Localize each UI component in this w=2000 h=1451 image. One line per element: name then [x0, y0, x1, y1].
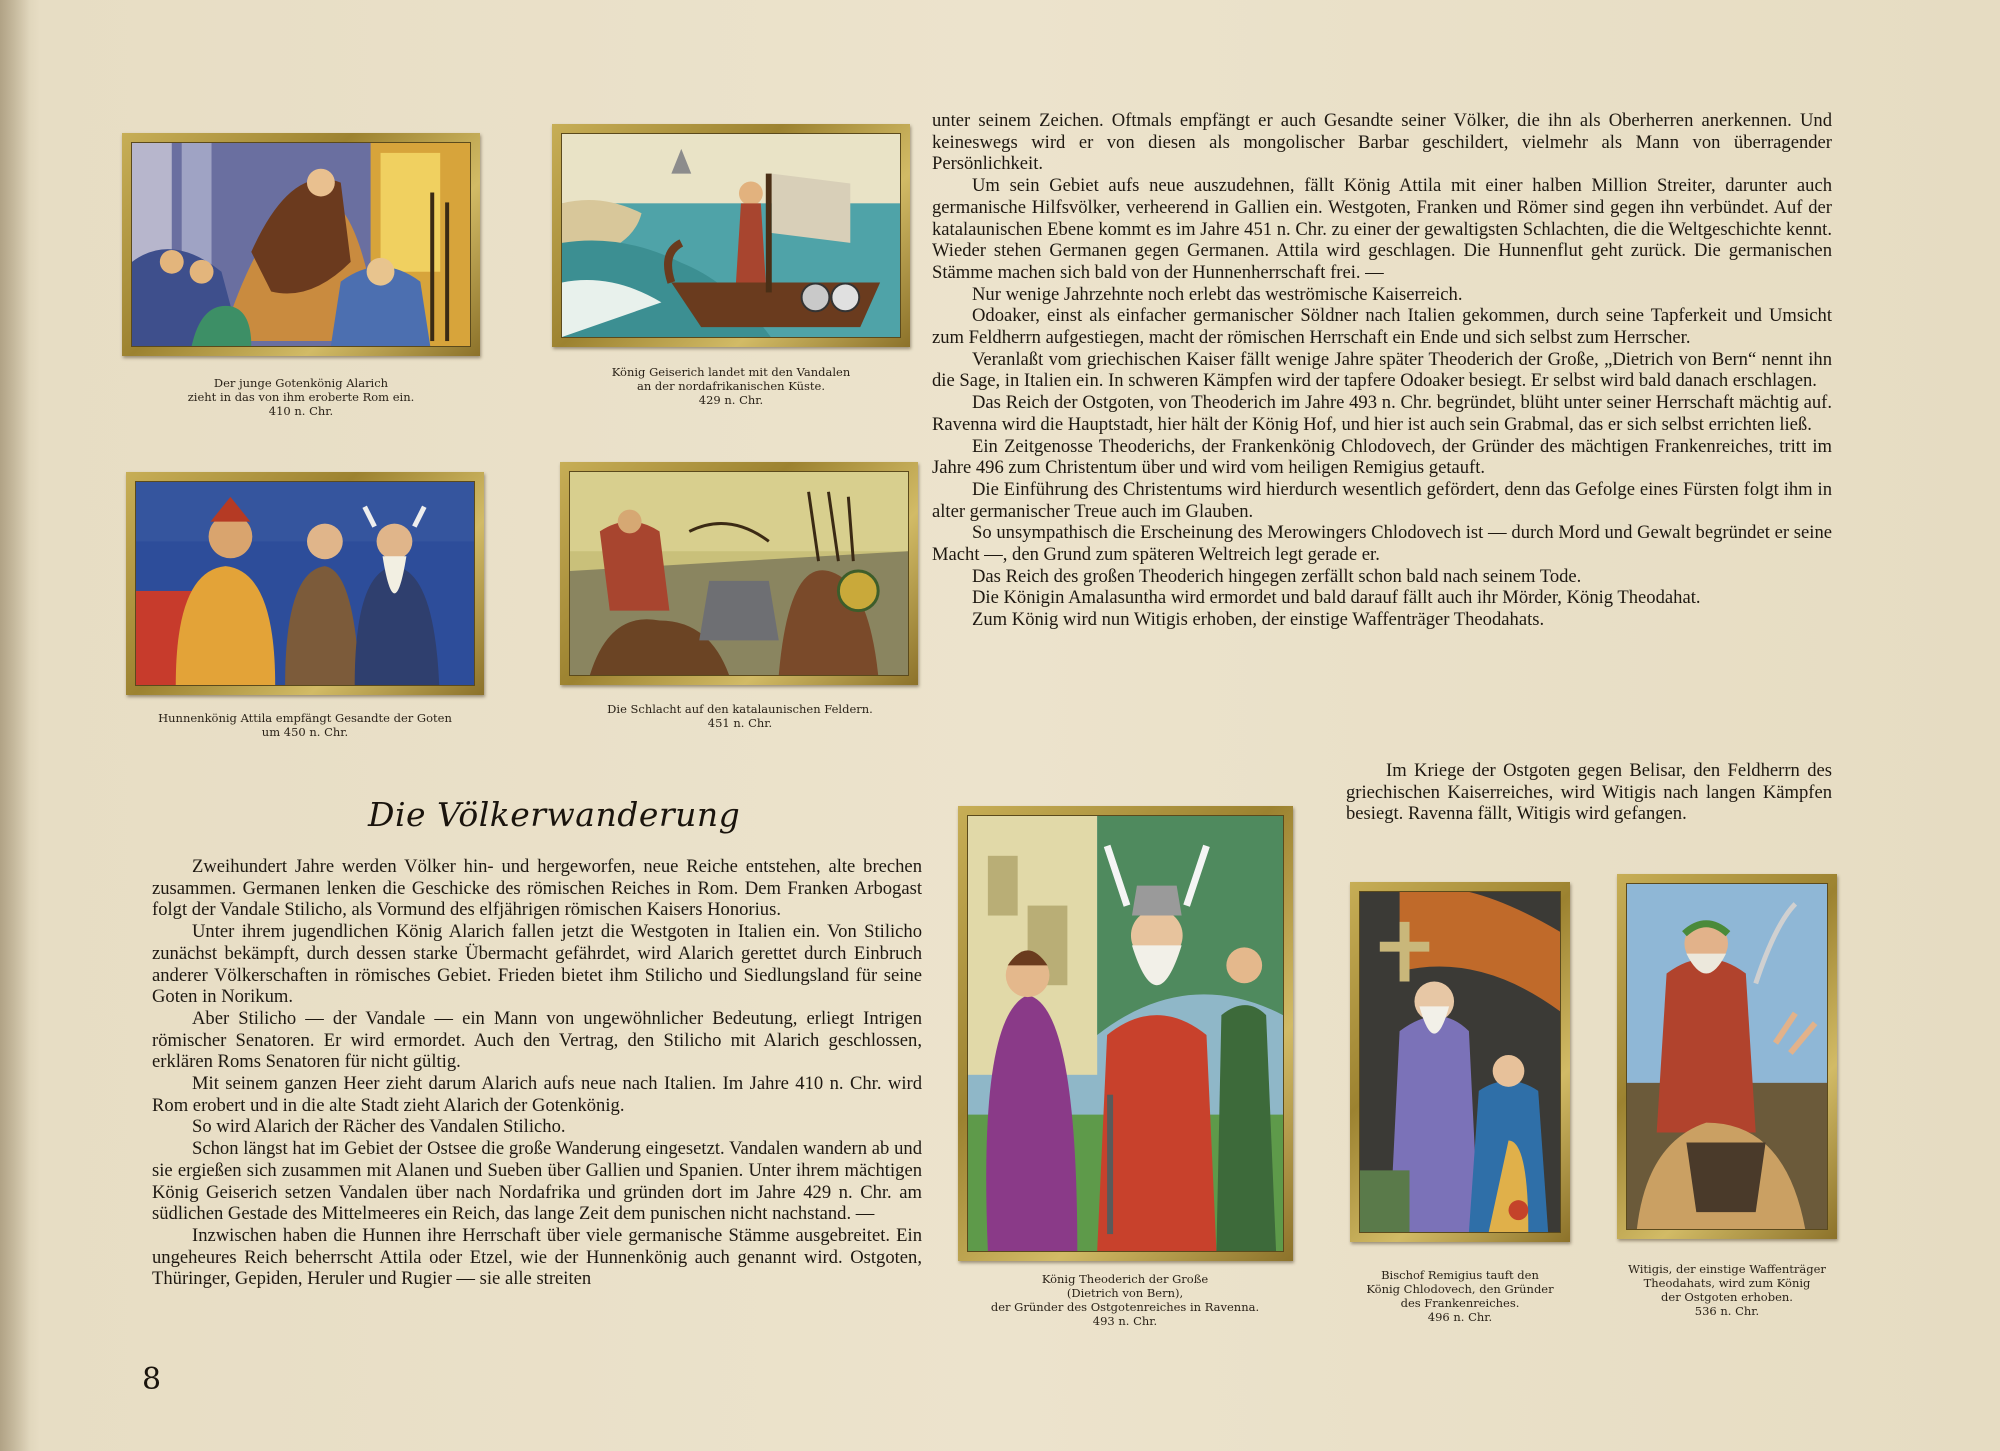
caption-line: an der nordafrikanischen Küste. — [637, 379, 825, 393]
caption-line: 493 n. Chr. — [1092, 1314, 1158, 1328]
card-theoderich — [958, 806, 1293, 1261]
caption-line: König Geiserich landet mit den Vandalen — [611, 365, 851, 379]
illustration-witigis — [1626, 883, 1828, 1230]
paragraph: Odoaker, einst als einfacher germanischer Söldner nach Italien gekommen, durch seine Tapferkeit und Umsicht zum Feldherrn aufgestiegen, macht der römischen Herrschaft ein Ende und sich selbst zum Herrscher. — [932, 305, 1832, 349]
caption-line: 496 n. Chr. — [1427, 1310, 1493, 1324]
chapter-heading: Die Völkerwanderung — [368, 795, 741, 834]
card-alarich — [122, 133, 480, 356]
illustration-attila — [135, 481, 475, 686]
paragraph: unter seinem Zeichen. Oftmals empfängt er auch Gesandte seiner Völker, die ihn als Oberherren anerkennen. Und keineswegs wird er von diesen als mongolischer Barbar geschildert, vielmehr als Mann von überragender Persönlichkeit. — [932, 110, 1832, 175]
caption-line: Hunnenkönig Attila empfängt Gesandte der Goten — [158, 711, 452, 725]
card-attila — [126, 472, 484, 695]
caption-schlacht — [585, 702, 895, 730]
caption-line: der Ostgoten erhoben. — [1661, 1290, 1793, 1304]
card-remigius — [1350, 882, 1570, 1242]
caption-line: Der junge Gotenkönig Alarich — [213, 376, 389, 390]
caption-line: Theodahats, wird zum König — [1643, 1276, 1811, 1290]
paragraph: Die Königin Amalasuntha wird ermordet und bald darauf fällt auch ihr Mörder, König Theodahat. — [972, 587, 1701, 609]
paragraph: Aber Stilicho — der Vandale — ein Mann von ungewöhnlicher Bedeutung, erliegt Intrigen römischer Senatoren. Er wird ermordet. Auch den Vertrag, den Stilicho mit Alarich geschlossen, erklären Roms Senatoren für nicht gültig. — [152, 1007, 922, 1073]
page-number: 8 — [142, 1362, 162, 1397]
illustration-remigius — [1359, 891, 1561, 1233]
caption-line: des Frankenreiches. — [1400, 1296, 1520, 1310]
illustration-alarich — [131, 142, 471, 347]
paragraph: Im Kriege der Ostgoten gegen Belisar, den Feldherrn des griechischen Kaiserreiches, wird Witigis nach langen Kämpfen besiegt. Ravenna fällt, Witigis wird gefangen. — [1346, 760, 1832, 825]
paragraph: Zweihundert Jahre werden Völker hin- und hergeworfen, neue Reiche entstehen, alte brechen zusammen. Germanen lenken die Geschicke des römischen Reiches in Rom. Dem Franken Arbogast folgt der Vandale Stilicho, als Vormund des elfjährigen römischen Kaisers Honorius. — [152, 856, 922, 921]
left-column-text — [152, 856, 922, 1290]
card-witigis — [1617, 874, 1837, 1239]
caption-line: 410 n. Chr. — [268, 404, 334, 418]
caption-line: (Dietrich von Bern), — [1066, 1286, 1184, 1300]
caption-witigis — [1612, 1262, 1842, 1318]
illustration-schlacht — [569, 471, 909, 676]
card-schlacht — [560, 462, 918, 685]
caption-line: Bischof Remigius tauft den — [1381, 1268, 1539, 1282]
paragraph: Inzwischen haben die Hunnen ihre Herrschaft über viele germanische Stämme ausgebreitet. Ein ungeheures Reich beherrscht Attila oder Etzel, wie der Hunnenkönig auch genannt wird. Ostgoten, Thüringer, Gepiden, Heruler und Rugier — sie alle streiten — [152, 1224, 922, 1290]
paragraph: Ein Zeitgenosse Theoderichs, der Frankenkönig Chlodovech, der Gründer des mächtigen Frankenreiches, tritt im Jahre 496 zum Christentum über und wird vom heiligen Remigius getauft. — [932, 435, 1832, 479]
caption-line: König Theoderich der Große — [1041, 1272, 1209, 1286]
paragraph: Zum König wird nun Witigis erhoben, der einstige Waffenträger Theodahats. — [972, 609, 1545, 631]
caption-line: Witigis, der einstige Waffenträger — [1628, 1262, 1826, 1276]
paragraph: So unsympathisch die Erscheinung des Merowingers Chlodovech ist — durch Mord und Gewalt begründet er seine Macht —, den Grund zum späteren Weltreich legt gerade er. — [932, 522, 1832, 566]
paragraph: Die Einführung des Christentums wird hierdurch wesentlich gefördert, denn das Gefolge eines Fürsten folgt ihm in alter germanischer Treue auch im Glauben. — [932, 478, 1832, 522]
caption-line: um 450 n. Chr. — [261, 725, 349, 739]
paragraph: Schon längst hat im Gebiet der Ostsee die große Wanderung eingesetzt. Vandalen wandern ab und sie ergießen sich zusammen mit Alanen und Sueben über Gallien und Spanien. Unter ihrem mächtigen König Geiserich setzen Vandalen über nach Nordafrika und gründen dort im Jahre 429 n. Chr. am südlichen Gestade des Mittelmeeres ein Reich, das lange Zeit dem punischen nicht nachstand. — — [152, 1138, 922, 1225]
paragraph: Mit seinem ganzen Heer zieht darum Alarich aufs neue nach Italien. Im Jahre 410 n. Chr. wird Rom erobert und in die alte Stadt zieht Alarich der Gotenkönig. — [152, 1073, 922, 1116]
caption-line: König Chlodovech, den Gründer — [1366, 1282, 1554, 1296]
caption-remigius — [1350, 1268, 1570, 1324]
paragraph: Um sein Gebiet aufs neue auszudehnen, fällt König Attila mit einer halben Million Streiter, darunter auch germanische Hilfsvölker, verheerend in Gallien ein. Westgoten, Franken und Römer sind gegen ihn verbündet. Auf der katalaunischen Ebene kommt es im Jahre 451 n. Chr. zu einer der gewaltigsten Schlachten, die die Weltgeschichte kennt. Wieder stehen Germanen gegen Germanen. Attila wird geschlagen. Die Hunnenflut geht zurück. Die germanischen Stämme machen sich bald von der Hunnenherrschaft frei. — — [932, 175, 1832, 283]
caption-alarich — [170, 376, 432, 418]
caption-geiserich — [600, 365, 862, 407]
caption-line: zieht in das von ihm eroberte Rom ein. — [187, 390, 415, 404]
caption-line: Die Schlacht auf den katalaunischen Feldern. — [607, 702, 873, 716]
paragraph: So wird Alarich der Rächer des Vandalen Stilicho. — [192, 1116, 566, 1138]
right-column-tail — [1346, 760, 1832, 825]
paragraph: Das Reich des großen Theoderich hingegen zerfällt schon bald nach seinem Tode. — [972, 565, 1582, 587]
illustration-theoderich — [967, 815, 1284, 1252]
paragraph: Veranlaßt vom griechischen Kaiser fällt wenige Jahre später Theoderich der Große, „Dietrich von Bern“ nennt ihn die Sage, in Italien ein. In schweren Kämpfen wird der tapfere Odoaker besiegt. Er selbst wird bald danach erschlagen. — [932, 348, 1832, 392]
caption-attila — [140, 711, 470, 739]
right-column-text — [932, 110, 1832, 631]
caption-theoderich — [960, 1272, 1290, 1328]
illustration-geiserich — [561, 133, 901, 338]
paragraph: Nur wenige Jahrzehnte noch erlebt das weströmische Kaiserreich. — [972, 283, 1463, 305]
caption-line: 451 n. Chr. — [707, 716, 773, 730]
caption-line: der Gründer des Ostgotenreiches in Ravenna. — [990, 1300, 1260, 1314]
paragraph: Unter ihrem jugendlichen König Alarich fallen jetzt die Westgoten in Italien ein. Von Stilicho zunächst bekämpft, durch dessen starke Übermacht gefährdet, wird Alarich gerettet durch Einbruch anderer Völkerschaften in römisches Gebiet. Frieden bietet ihm Stilicho und Siedlungsland für seine Goten in Norikum. — [152, 921, 922, 1008]
card-geiserich — [552, 124, 910, 347]
paragraph: Das Reich der Ostgoten, von Theoderich im Jahre 493 n. Chr. begründet, blüht unter seiner Herrschaft mächtig auf. Ravenna wird die Hauptstadt, hier hält der König Hof, und hier ist auch sein Grabmal, das er sich selbst errichten ließ. — [932, 392, 1832, 435]
caption-line: 536 n. Chr. — [1694, 1304, 1760, 1318]
caption-line: 429 n. Chr. — [698, 393, 764, 407]
